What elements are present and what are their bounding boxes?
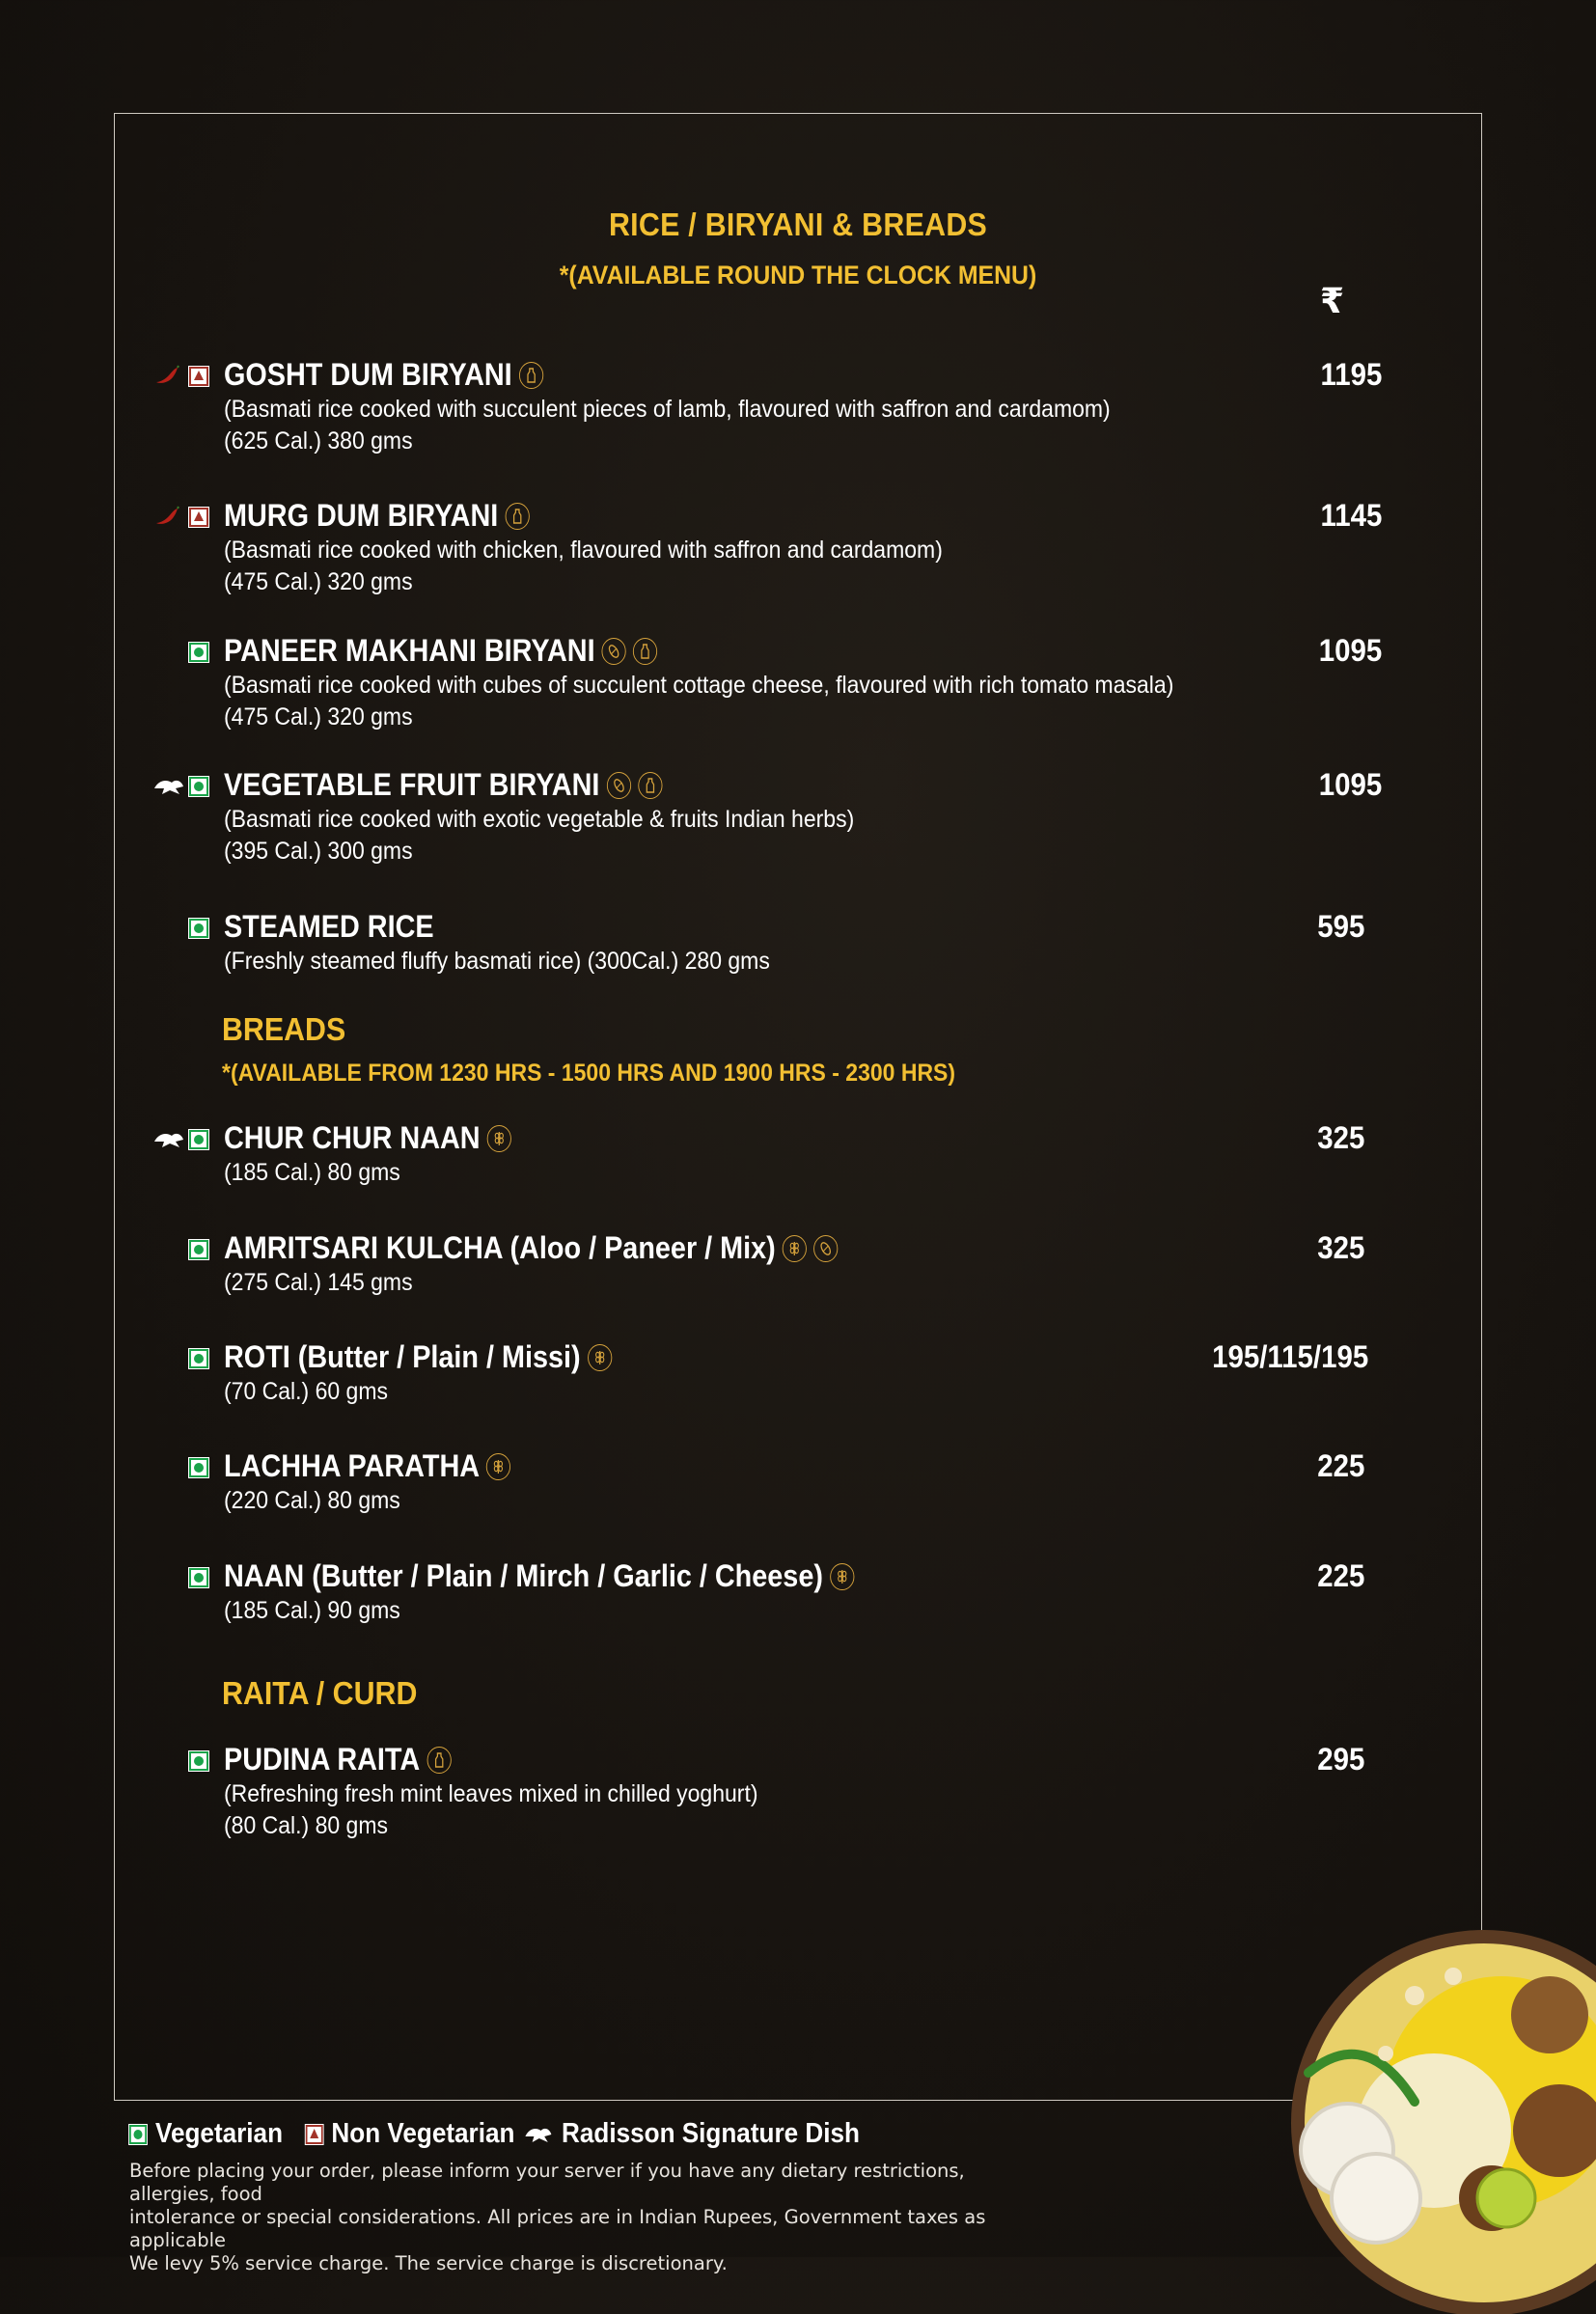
gluten-icon — [486, 1453, 510, 1480]
menu-subtitle: *(AVAILABLE ROUND THE CLOCK MENU) — [559, 261, 1037, 289]
veg-symbol-icon — [189, 777, 208, 796]
menu-item-price: 325 — [1316, 1120, 1364, 1155]
menu-item-name: VEGETABLE FRUIT BIRYANI — [224, 767, 600, 802]
nonveg-symbol-icon — [305, 2125, 322, 2144]
dairy-icon — [633, 638, 657, 665]
breads-section-title: BREADS — [222, 1011, 346, 1047]
veg-symbol-icon — [189, 1130, 208, 1149]
menu-item-description: (185 Cal.) 80 gms — [224, 1159, 400, 1186]
menu-item-name-row — [224, 1120, 511, 1156]
menu-item-price: 1095 — [1318, 767, 1382, 802]
menu-item-price: 325 — [1316, 1230, 1364, 1265]
gluten-icon — [830, 1563, 854, 1590]
breads-section-subtitle: *(AVAILABLE FROM 1230 HRS - 1500 HRS AND 1900 HRS - 2300 HRS) — [222, 1060, 956, 1087]
menu-item-name-row — [224, 1230, 839, 1266]
disclaimer-line: intolerance or special considerations. All prices are in Indian Rupees, Government taxes as applicable — [129, 2206, 986, 2251]
menu-item-name: NAAN (Butter / Plain / Mirch / Garlic / Cheese) — [224, 1558, 823, 1593]
menu-item-description: (Freshly steamed fluffy basmati rice) (300Cal.) 280 gms — [224, 948, 770, 975]
menu-item-name-row — [224, 1339, 612, 1375]
menu-item-description: (Refreshing fresh mint leaves mixed in chilled yoghurt) — [224, 1780, 758, 1807]
dairy-icon — [427, 1747, 451, 1774]
legend — [129, 2118, 860, 2150]
menu-item-description: (185 Cal.) 90 gms — [224, 1597, 400, 1624]
veg-symbol-icon — [189, 1751, 208, 1771]
menu-item-description: (Basmati rice cooked with chicken, flavoured with saffron and cardamom) — [224, 537, 943, 564]
menu-item-price: 295 — [1316, 1742, 1364, 1777]
disclaimer — [129, 2160, 998, 2275]
menu-item-price: 595 — [1316, 909, 1364, 944]
spicy-chili-icon — [154, 506, 179, 527]
dairy-icon — [519, 362, 543, 389]
veg-symbol-icon — [189, 643, 208, 662]
menu-item-price: 195/115/195 — [1211, 1339, 1368, 1374]
signature-dish-icon — [523, 2123, 553, 2146]
menu-item-name-row — [224, 1558, 854, 1594]
menu-item-name-row — [224, 767, 662, 803]
menu-item-name: GOSHT DUM BIRYANI — [224, 357, 512, 392]
menu-item-name-row — [224, 1742, 452, 1777]
menu-item-description: (80 Cal.) 80 gms — [224, 1812, 389, 1839]
dairy-icon — [505, 503, 529, 530]
signature-dish-icon — [152, 775, 185, 798]
veg-symbol-icon — [189, 1458, 208, 1477]
menu-item-description: (625 Cal.) 380 gms — [224, 427, 413, 455]
menu-item-name-row — [224, 1448, 510, 1484]
nonveg-symbol-icon — [189, 508, 208, 527]
veg-symbol-icon — [189, 1240, 208, 1259]
menu-item-description: (395 Cal.) 300 gms — [224, 838, 413, 865]
menu-item-description: (275 Cal.) 145 gms — [224, 1269, 413, 1296]
menu-item-price: 1195 — [1320, 357, 1382, 392]
disclaimer-line: We levy 5% service charge. The service charge is discretionary. — [129, 2252, 728, 2274]
gluten-icon — [588, 1344, 612, 1371]
dairy-icon — [638, 772, 662, 799]
menu-title: RICE / BIRYANI & BREADS — [608, 207, 988, 242]
veg-symbol-icon — [189, 919, 208, 938]
menu-item-description: (220 Cal.) 80 gms — [224, 1487, 400, 1514]
menu-item-name: PANEER MAKHANI BIRYANI — [224, 633, 595, 668]
veg-symbol-icon — [189, 1568, 208, 1587]
menu-item-price: 225 — [1316, 1448, 1364, 1483]
nonveg-symbol-icon — [189, 367, 208, 386]
menu-item-description: (Basmati rice cooked with succulent pieces of lamb, flavoured with saffron and cardamom) — [224, 396, 1111, 423]
menu-item-description: (Basmati rice cooked with cubes of succulent cottage cheese, flavoured with rich tomato masala) — [224, 672, 1174, 699]
menu-item-name-row — [224, 633, 657, 669]
menu-item-name-row — [224, 498, 530, 534]
nuts-icon — [602, 638, 626, 665]
menu-item-name: ROTI (Butter / Plain / Missi) — [224, 1339, 581, 1374]
menu-item-name: AMRITSARI KULCHA (Aloo / Paneer / Mix) — [224, 1230, 776, 1265]
gluten-icon — [487, 1125, 511, 1152]
menu-item-price: 1145 — [1320, 498, 1382, 533]
menu-item-price: 225 — [1316, 1558, 1364, 1593]
currency-symbol: ₹ — [1320, 282, 1345, 321]
menu-item-name: CHUR CHUR NAAN — [224, 1120, 481, 1155]
raita-section-title: RAITA / CURD — [222, 1675, 418, 1711]
biryani-plate-image — [1270, 1909, 1596, 2314]
legend-signature-label: Radisson Signature Dish — [562, 2118, 860, 2149]
legend-nonveg-label: Non Vegetarian — [331, 2118, 515, 2149]
menu-item-description: (70 Cal.) 60 gms — [224, 1378, 389, 1405]
legend-veg-label: Vegetarian — [155, 2118, 284, 2149]
nuts-icon — [813, 1235, 838, 1262]
signature-dish-icon — [152, 1128, 185, 1151]
menu-item-name: LACHHA PARATHA — [224, 1448, 481, 1483]
menu-item-name: STEAMED RICE — [224, 909, 434, 944]
disclaimer-line: Before placing your order, please inform your server if you have any dietary restrictions, allergies, food — [129, 2160, 965, 2205]
menu-item-description: (475 Cal.) 320 gms — [224, 568, 413, 595]
menu-item-name: MURG DUM BIRYANI — [224, 498, 499, 533]
menu-item-description: (475 Cal.) 320 gms — [224, 703, 413, 730]
menu-item-price: 1095 — [1318, 633, 1382, 668]
menu-item-description: (Basmati rice cooked with exotic vegetable & fruits Indian herbs) — [224, 806, 855, 833]
veg-symbol-icon — [189, 1349, 208, 1368]
veg-symbol-icon — [129, 2125, 147, 2144]
spicy-chili-icon — [154, 365, 179, 386]
menu-item-name: PUDINA RAITA — [224, 1742, 421, 1777]
menu-item-name-row — [224, 909, 434, 945]
gluten-icon — [783, 1235, 807, 1262]
nuts-icon — [607, 772, 631, 799]
menu-item-name-row — [224, 357, 543, 393]
